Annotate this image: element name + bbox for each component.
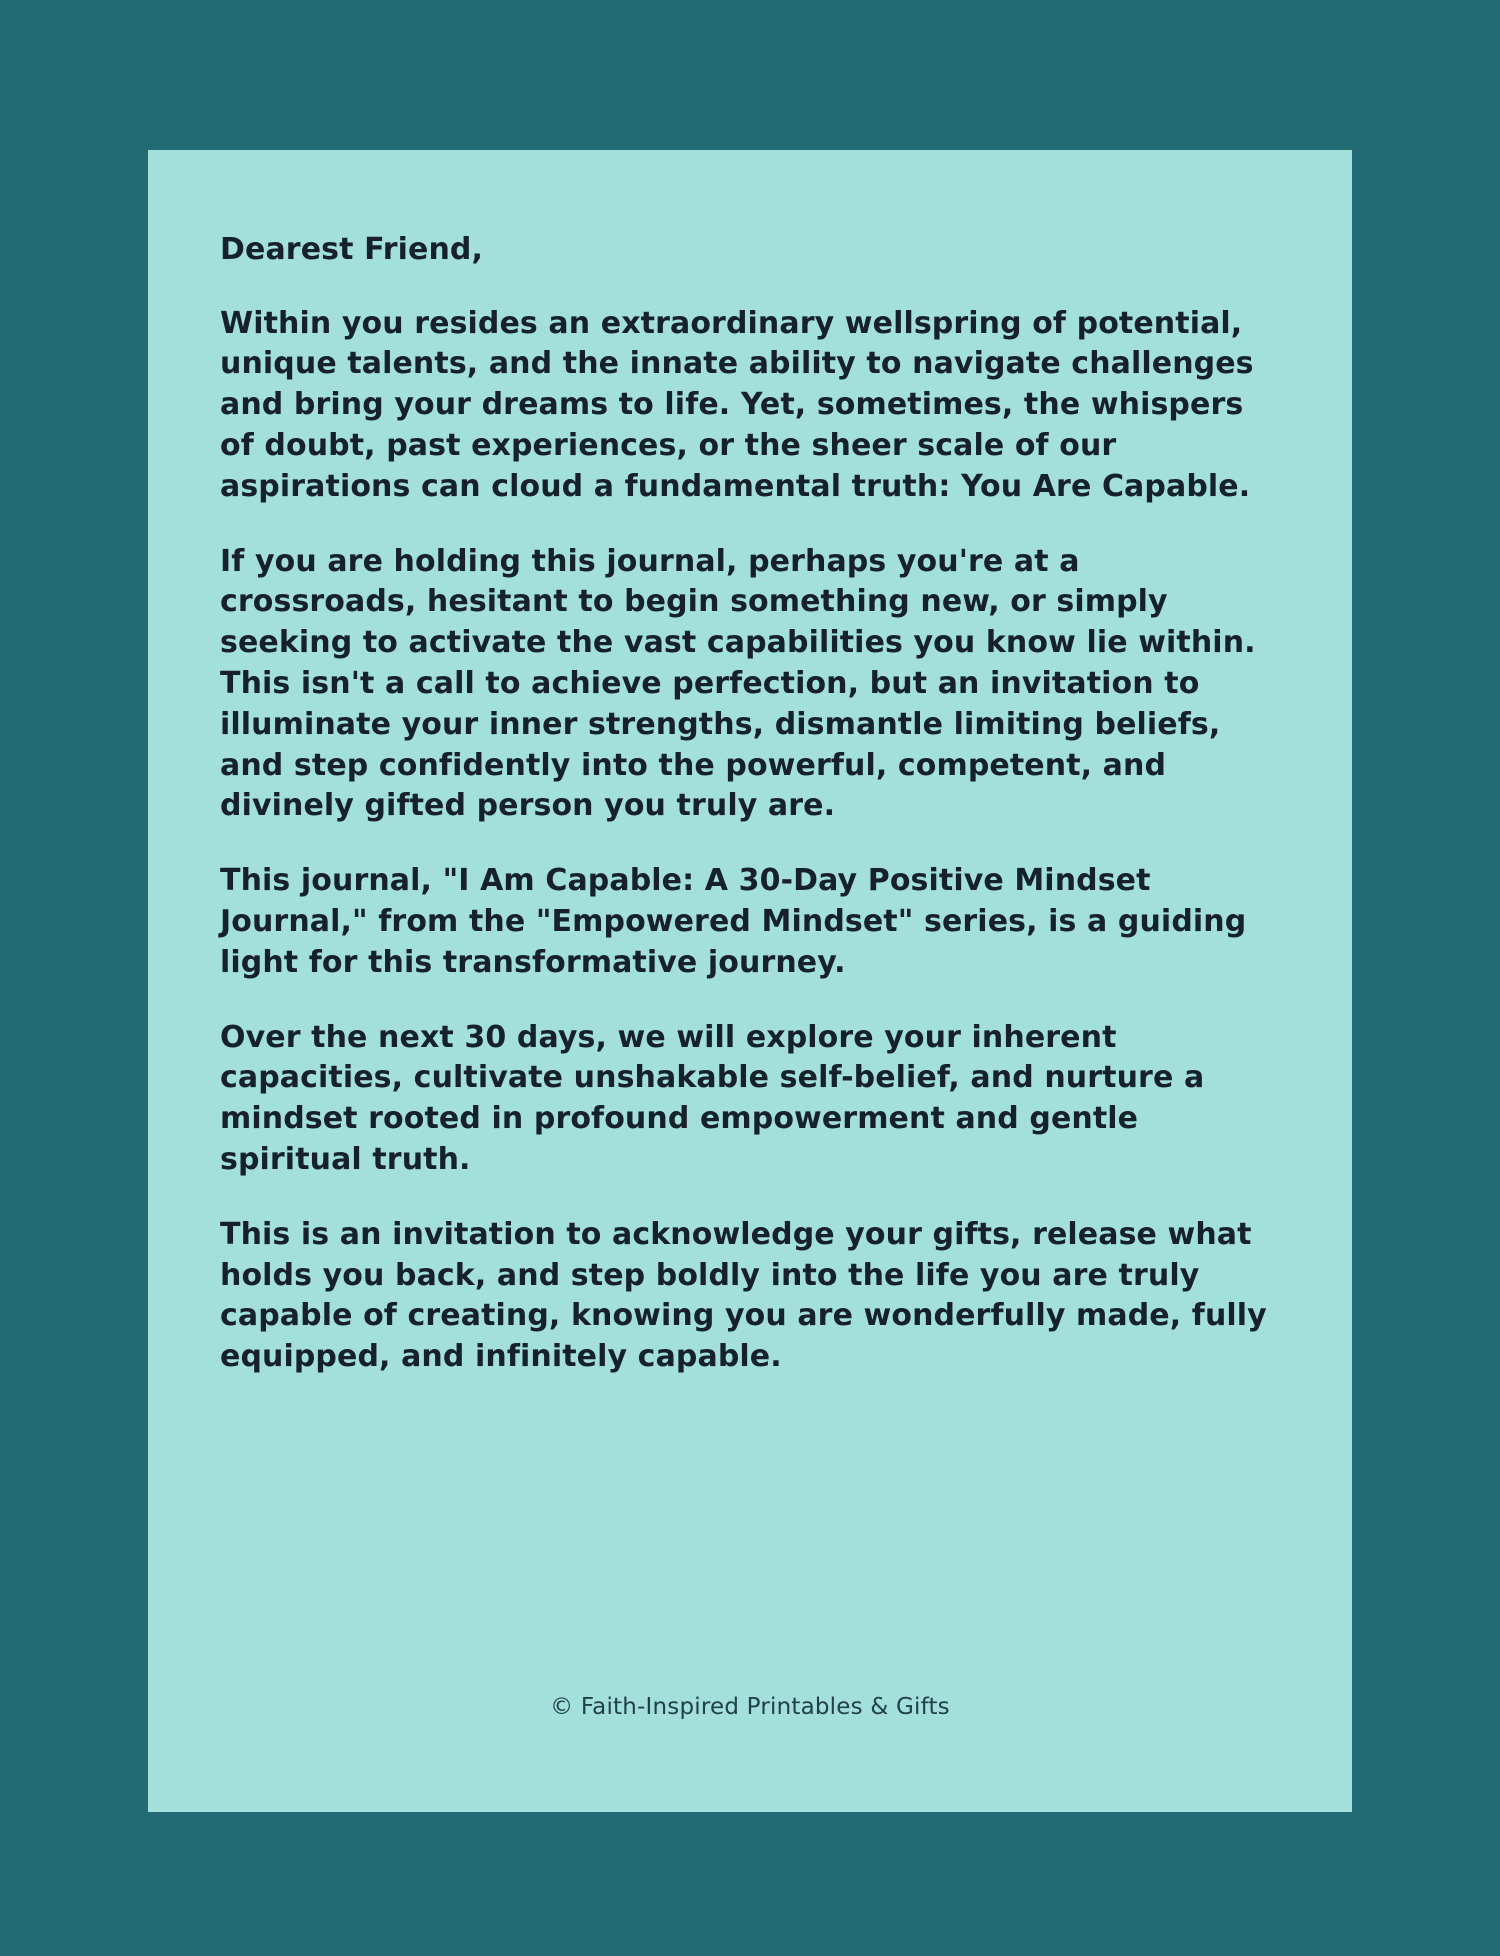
salutation: Dearest Friend, xyxy=(220,232,484,267)
letter-body xyxy=(220,230,1280,1378)
copyright-footer: © Faith-Inspired Printables & Gifts xyxy=(550,1694,950,1720)
letter-paragraph-1: Within you resides an extraordinary wellspring of potential, unique talents, and the innate ability to navigate challenges and bring your dreams to life. Yet, sometimes, the whispers of doubt, past experiences, or the sheer scale of our aspirations can cloud a fundamental truth: You Are Capable. xyxy=(220,305,1254,504)
letter-page xyxy=(148,150,1352,1812)
letter-paragraph-4: Over the next 30 days, we will explore your inherent capacities, cultivate unshakable self-belief, and nurture a mindset rooted in profound empowerment and gentle spiritual truth. xyxy=(220,1019,1205,1177)
letter-paragraph-2: If you are holding this journal, perhaps you're at a crossroads, hesitant to begin something new, or simply seeking to activate the vast capabilities you know lie within. This isn't a call to achieve perfection, but an invitation to illuminate your inner strengths, dismantle limiting beliefs, and step confidently into the powerful, competent, and divinely gifted person you truly are. xyxy=(220,543,1256,824)
letter-paragraph-3: This journal, "I Am Capable: A 30-Day Positive Mindset Journal," from the "Empowered Mindset" series, is a guiding light for this transformative journey. xyxy=(220,863,1247,980)
letter-paragraph-5: This is an invitation to acknowledge your gifts, release what holds you back, and step boldly into the life you are truly capable of creating, knowing you are wonderfully made, fully equipped, and infinitely capable. xyxy=(220,1216,1267,1375)
